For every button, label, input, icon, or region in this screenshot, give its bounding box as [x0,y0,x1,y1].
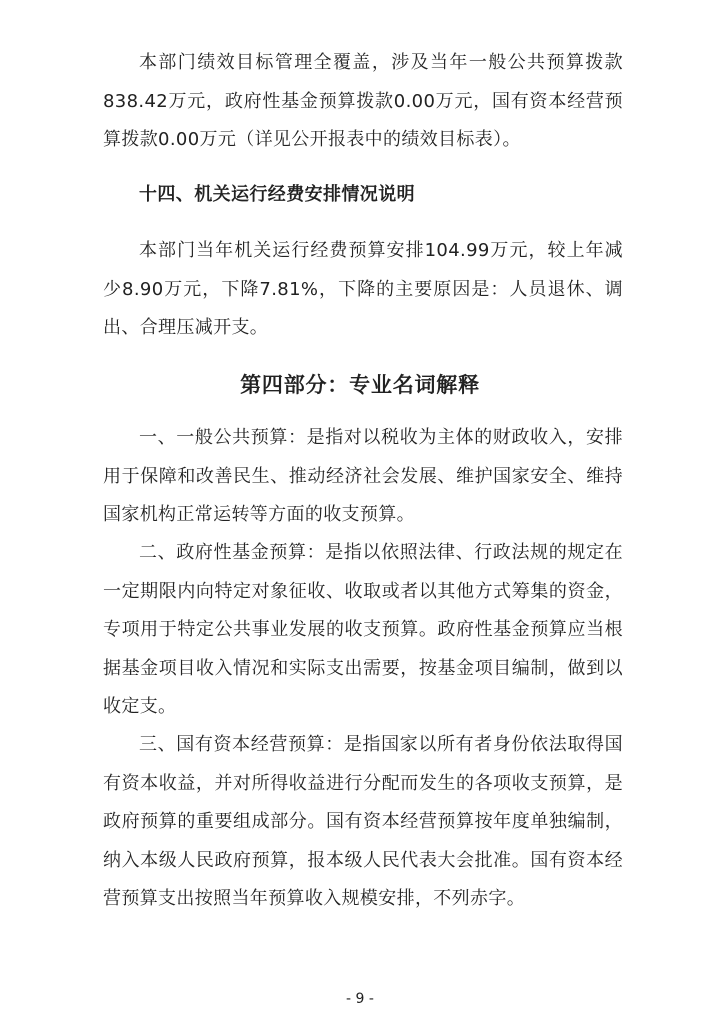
performance-target-paragraph: 本部门绩效目标管理全覆盖，涉及当年一般公共预算拨款838.42万元，政府性基金预算拨款0.00万元，国有资本经营预算拨款0.00万元（详见公开报表中的绩效目标表）。 [103,52,623,150]
general-public-budget-definition: 一、一般公共预算：是指对以税收为主体的财政收入，安排用于保障和改善民生、推动经济社会发展、维护国家安全、维持国家机构正常运转等方面的收支预算。 [103,427,623,525]
page-number: - 9 - [346,991,374,1007]
part-heading: 第四部分：专业名词解释 [240,373,480,397]
government-fund-budget-definition: 二、政府性基金预算：是指以依照法律、行政法规的规定在一定期限内向特定对象征收、收取或者以其他方式筹集的资金，专项用于特定公共事业发展的收支预算。政府性基金预算应当根据基金项目收入情况和实际支出需要，按基金项目编制，做到以收定支。 [103,542,623,717]
section-heading: 十四、机关运行经费安排情况说明 [139,184,415,205]
state-capital-budget-definition: 三、国有资本经营预算：是指国家以所有者身份依法取得国有资本收益，并对所得收益进行分配而发生的各项收支预算，是政府预算的重要组成部分。国有资本经营预算按年度单独编制，纳入本级人民政府预算，报本级人民代表大会批准。国有资本经营预算支出按照当年预算收入规模安排，不列赤字。 [103,734,623,909]
operating-expenses-paragraph: 本部门当年机关运行经费预算安排104.99万元，较上年减少8.90万元，下降7.81%，下降的主要原因是：人员退休、调出、合理压减开支。 [103,240,623,338]
